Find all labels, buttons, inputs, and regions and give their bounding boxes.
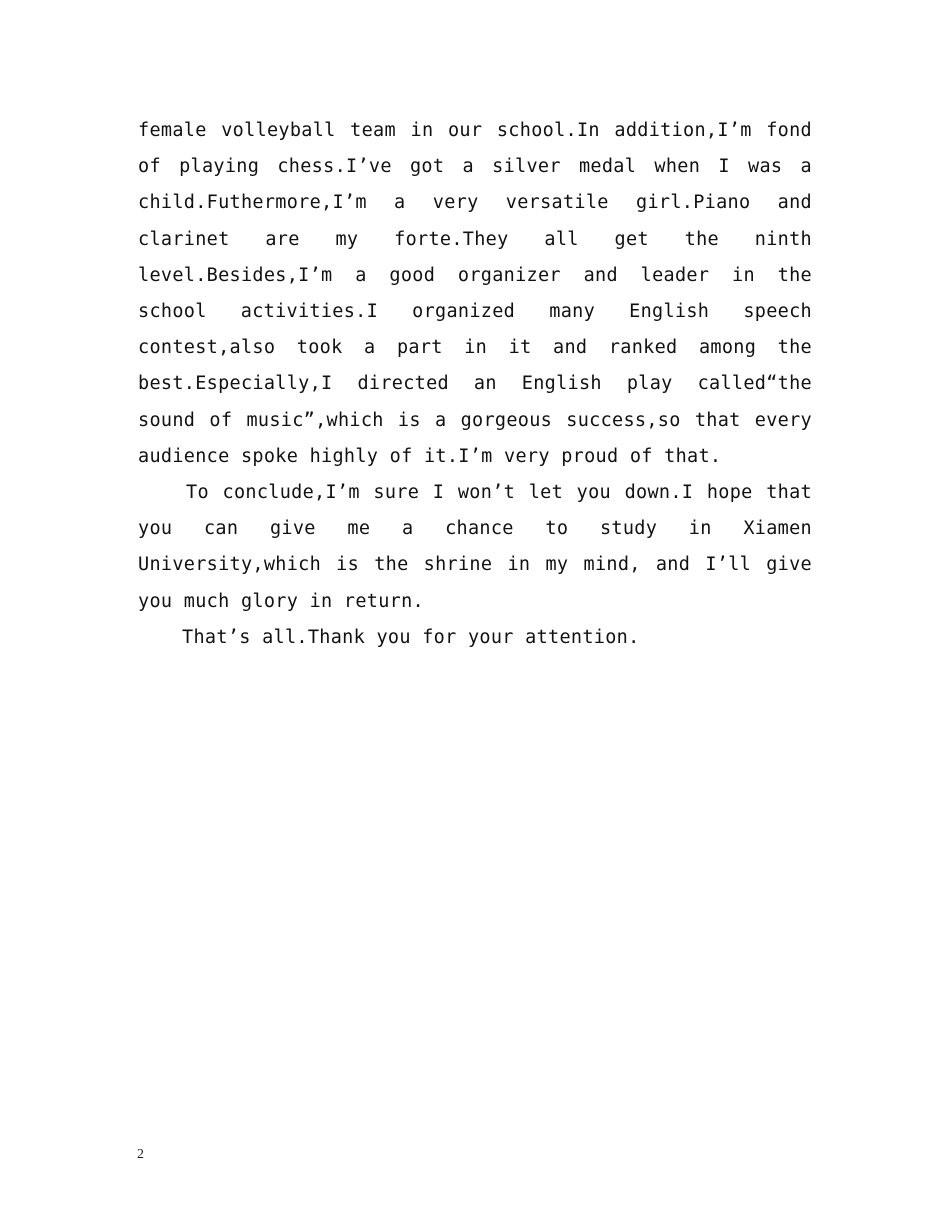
page-number: 2	[137, 1147, 144, 1162]
paragraph-conclusion: To conclude,I’m sure I won’t let you down.I hope that you can give me a chance to study in Xiamen University,which is the shrine in my mind, and I’ll give you much glory in return.	[138, 482, 812, 612]
document-body	[138, 113, 812, 656]
paragraph-closing: That’s all.Thank you for your attention.	[182, 626, 640, 648]
paragraph-activities: female volleyball team in our school.In addition,I’m fond of playing chess.I’ve got a silver medal when I was a child.Futhermore,I’m a very versatile girl.Piano and clarinet are my forte.They all get the ninth level.Besides,I’m a good organizer and leader in the school activities.I organized many English speech contest,also took a part in it and ranked among the best.Especially,I directed an English play called“the sound of music”,which is a gorgeous success,so that every audience spoke highly of it.I’m very proud of that.	[138, 120, 812, 467]
